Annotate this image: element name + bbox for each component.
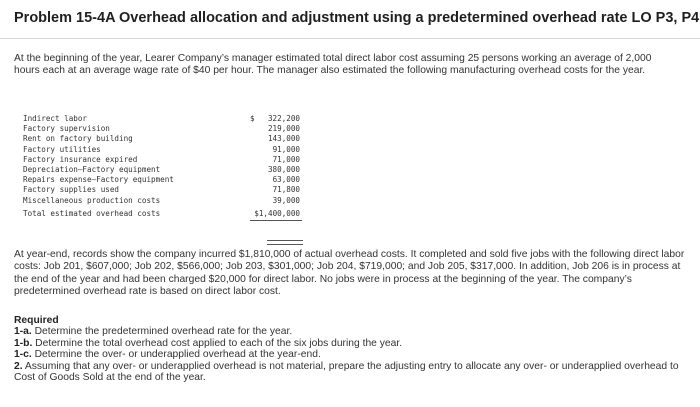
yearend-paragraph: At year-end, records show the company incurred $1,810,000 of actual overhead costs. It completed and sold five jobs with the following direct labor costs: Job 201, $607,000; Job 202, $566,000; Job 203, $301,000; Job 204, $719,000; and Job 205, $317,000. In addition, Job 206 is in process at the end of the year and had been charged $20,000 for direct labor. No jobs were in process at the beginning of the year. The company’s predetermined overhead rate is based on direct labor cost.: [14, 249, 685, 297]
required-item: [14, 326, 686, 337]
row-value: 71,800: [272, 185, 300, 195]
row-label: Factory supervision: [23, 124, 110, 134]
required-item: [14, 349, 686, 360]
row-label: Miscellaneous production costs: [23, 195, 161, 205]
required-heading: Required: [14, 315, 59, 326]
required-item-key: 1-a.: [14, 326, 32, 338]
required-section: [14, 315, 686, 383]
intro-paragraph: At the beginning of the year, Learer Company’s manager estimated total direct labor cost assuming 25 persons working an average of 2,000 hours each at an average wage rate of $40 per hour. The manager also estimated the following manufacturing overhead costs for the year.: [14, 53, 652, 77]
row-label: Factory insurance expired: [23, 154, 138, 164]
required-item-key: 1-b.: [14, 337, 33, 349]
row-label: Depreciation—Factory equipment: [23, 164, 161, 174]
table-row: [23, 196, 303, 206]
table-row: [23, 114, 303, 124]
total-label: Total estimated overhead costs: [23, 208, 161, 218]
total-value: $1,400,000: [254, 208, 300, 218]
required-item-text: Determine the total overhead cost applied to each of the six jobs during the year.: [32, 337, 403, 349]
row-value: 143,000: [267, 134, 300, 144]
row-label: Factory supplies used: [23, 185, 120, 195]
title-divider: [0, 38, 700, 39]
required-item-key: 2.: [14, 360, 23, 372]
row-value: 39,000: [272, 195, 300, 205]
row-value: 63,000: [272, 175, 300, 185]
required-item-text: Assuming that any over- or underapplied overhead is not material, prepare the adjusting entry to allocate any over- or underapplied overhead to Cost of Goods Sold at the end of the year.: [14, 360, 679, 384]
row-value: 91,000: [272, 144, 300, 154]
overhead-cost-table: [23, 114, 303, 219]
row-label: Indirect labor: [23, 114, 88, 123]
required-item-text: Determine the predetermined overhead rate for the year.: [31, 326, 293, 338]
table-row: [23, 155, 303, 165]
row-label: Repairs expense—Factory equipment: [23, 175, 174, 185]
row-value: 71,000: [272, 154, 300, 164]
row-value: 380,000: [267, 164, 300, 174]
row-value: 322,200: [267, 114, 300, 123]
currency-symbol: $: [250, 114, 255, 123]
total-row: [23, 209, 303, 219]
table-row: [23, 175, 303, 185]
required-item-text: Determine the over- or underapplied overhead at the year-end.: [31, 349, 321, 361]
page-title: Problem 15-4A Overhead allocation and adjustment using a predetermined overhead rate LO P3, P4: [14, 10, 700, 26]
table-row: [23, 185, 303, 195]
row-label: Rent on factory building: [23, 134, 133, 144]
total-double-rule: [267, 240, 303, 245]
row-label: Factory utilities: [23, 144, 101, 154]
table-row: [23, 134, 303, 144]
required-item-key: 1-c.: [14, 349, 32, 361]
table-row: [23, 124, 303, 134]
subtotal-rule: [250, 220, 302, 221]
required-item: [14, 361, 686, 384]
required-item: [14, 338, 686, 349]
table-row: [23, 145, 303, 155]
table-row: [23, 165, 303, 175]
row-value: 219,000: [267, 124, 300, 134]
